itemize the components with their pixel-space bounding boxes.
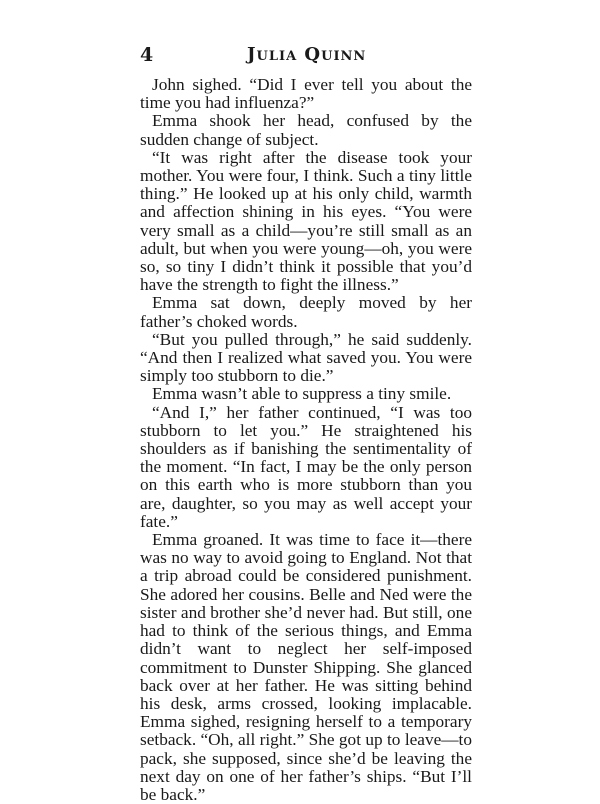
paragraph: “But you pulled through,” he said suddenly. “And then I realized what saved you. You were simply too stubborn to die.”: [140, 329, 472, 386]
page-number: 4: [140, 44, 154, 66]
running-head-author: Julia Quinn: [247, 44, 367, 65]
paragraph: Emma wasn’t able to suppress a tiny smile.: [152, 384, 452, 404]
paragraph: Emma shook her head, confused by the sudden change of subject.: [140, 111, 472, 149]
body-text: [140, 76, 472, 804]
paragraph: John sighed. “Did I ever tell you about the time you had influenza?”: [140, 75, 472, 113]
paragraph: “And I,” her father continued, “I was too stubborn to let you.” He straightened his shoulders as if banishing the sentimentality of the moment. “In fact, I may be the only person on this earth who is more stubborn than you are, daughter, so you may as well accept your fate.”: [140, 402, 472, 531]
paragraph: Emma groaned. It was time to face it—there was no way to avoid going to England. Not that a trip abroad could be considered punishment. She adored her cousins. Belle and Ned were the sister and brother she’d never had. But still, one had to think of the serious things, and Emma didn’t want to neglect her self-imposed commitment to Dunster Shipping. She glanced back over at her father. He was sitting behind his desk, arms crossed, looking implacable. Emma sighed, resigning herself to a temporary setback. “Oh, all right.” She got up to leave—to pack, she supposed, since she’d be leaving the next day on one of her father’s ships. “But I’ll be back.”: [140, 530, 472, 804]
paragraph: Emma sat down, deeply moved by her father’s choked words.: [140, 293, 472, 331]
paragraph: “It was right after the disease took your mother. You were four, I think. Such a tiny little thing.” He looked up at his only child, warmth and affection shining in his eyes. “You were very small as a child—you’re still small as an adult, but when you were young—oh, you were so, so tiny I didn’t think it possible that you’d have the strength to fight the illness.”: [140, 147, 472, 295]
